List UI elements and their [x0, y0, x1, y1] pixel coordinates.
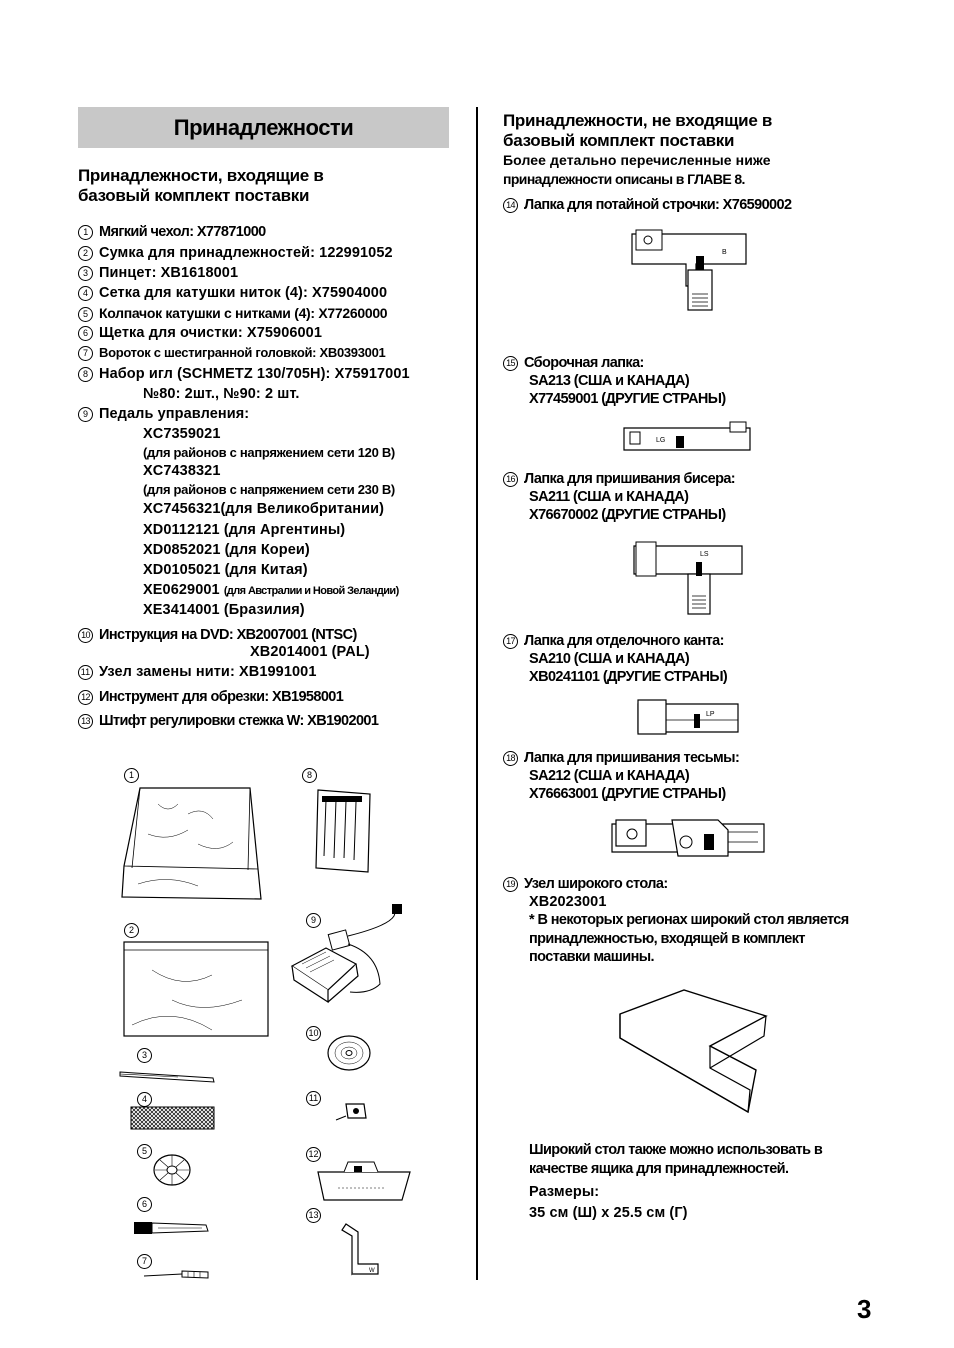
item-number: 17	[503, 634, 518, 649]
illus-label-10	[306, 1024, 327, 1042]
item-text: Штифт регулировки стежка W: XB1902001	[99, 713, 379, 729]
item-8	[78, 366, 410, 382]
item-2	[78, 245, 393, 261]
ribbon-foot-illustration	[608, 812, 768, 864]
item-number: 6	[78, 326, 93, 341]
pedal-code: XC7438321	[143, 463, 221, 479]
pedal-code: XC7359021	[143, 426, 221, 442]
illus-number: 9	[306, 913, 321, 928]
illus-label-11	[306, 1089, 327, 1107]
item-text: Узел широкого стола:	[524, 876, 668, 892]
item-number: 2	[78, 246, 93, 261]
item-text: Педаль управления:	[99, 406, 250, 422]
illus-number: 7	[137, 1254, 152, 1269]
piping-foot-illustration	[634, 698, 744, 740]
item-17-line-3: XB0241101 (ДРУГИЕ СТРАНЫ)	[529, 669, 728, 685]
illus-number: 13	[306, 1208, 321, 1223]
item-11	[78, 664, 317, 680]
illus-number: 8	[302, 768, 317, 783]
item-text: Мягкий чехол: X77871000	[99, 224, 266, 240]
dimensions-label: Размеры:	[529, 1184, 600, 1200]
right-title-line-1: Принадлежности, не входящие в	[503, 111, 773, 130]
pedal-code-australia	[143, 582, 399, 598]
item-1	[78, 224, 266, 240]
item-text: Лапка для пришивания тесьмы:	[524, 750, 740, 766]
right-section-title	[503, 111, 772, 151]
foot-marking: B	[722, 249, 727, 256]
item-text: Колпачок катушки с нитками (4): X77260000	[99, 305, 388, 321]
dvd-illustration	[326, 1034, 372, 1072]
item-16-line-2: SA211 (США и КАНАДА)	[529, 489, 689, 505]
tweezers-illustration	[118, 1066, 218, 1086]
foot-marking: LP	[706, 711, 715, 718]
item-4	[78, 285, 387, 301]
item-18	[503, 750, 739, 766]
item-number: 3	[78, 266, 93, 281]
item-17-line-2: SA210 (США и КАНАДА)	[529, 651, 690, 667]
item-text: Лапка для отделочного канта:	[524, 633, 724, 649]
item-number: 4	[78, 286, 93, 301]
item-6	[78, 325, 322, 341]
stitch-pin-illustration	[338, 1222, 382, 1282]
spool-net-illustration	[130, 1106, 216, 1132]
thread-changer-illustration	[334, 1100, 374, 1124]
wide-table-note-3: поставки машины.	[529, 949, 654, 965]
pedal-code-note: (для Австралии и Новой Зеландии)	[223, 585, 399, 597]
illus-number: 3	[137, 1048, 152, 1063]
pedal-note: (для районов с напряжением сети 120 В)	[143, 445, 395, 460]
foot-marking: LS	[700, 551, 709, 558]
item-3	[78, 265, 238, 281]
item-number: 13	[78, 714, 93, 729]
item-text: Сборочная лапка:	[524, 355, 644, 371]
page-number: 3	[857, 1294, 872, 1324]
pedal-code: XD0112121 (для Аргентины)	[143, 522, 346, 538]
item-number: 11	[78, 665, 93, 680]
item-text: Сетка для катушки ниток (4): X75904000	[99, 285, 388, 301]
illus-number: 1	[124, 768, 139, 783]
gathering-foot-illustration	[620, 420, 754, 460]
item-10	[78, 627, 357, 643]
item-15-line-3: X77459001 (ДРУГИЕ СТРАНЫ)	[529, 391, 726, 407]
wide-table-note-1: * В некоторых регионах широкий стол является	[529, 912, 849, 928]
item-17	[503, 633, 724, 649]
needle-set-illustration	[310, 786, 374, 876]
item-7	[78, 345, 385, 361]
illus-label-13	[306, 1206, 327, 1224]
pedal-code: XD0852021 (для Кореи)	[143, 542, 310, 558]
illus-number: 10	[306, 1026, 321, 1041]
right-title-line-2: базовый комплект поставки	[503, 131, 735, 150]
column-divider	[476, 107, 478, 1280]
item-number: 15	[503, 356, 518, 371]
item-text: Щетка для очистки: X75906001	[99, 325, 323, 341]
illus-label-8	[302, 766, 323, 784]
illus-number: 6	[137, 1197, 152, 1212]
illus-label-3	[137, 1046, 158, 1064]
item-19	[503, 876, 668, 892]
item-number: 7	[78, 346, 93, 361]
spool-cap-illustration	[152, 1153, 192, 1187]
foot-controller-illustration	[286, 904, 410, 1008]
item-15	[503, 355, 644, 371]
section-banner	[78, 107, 449, 148]
illus-number: 4	[137, 1092, 152, 1107]
item-15-line-2: SA213 (США и КАНАДА)	[529, 373, 690, 389]
item-16	[503, 471, 735, 487]
item-16-line-3: X76670002 (ДРУГИЕ СТРАНЫ)	[529, 507, 726, 523]
section-title-line-2: базовый комплект поставки	[78, 186, 310, 205]
section-title	[78, 166, 324, 206]
item-number: 5	[78, 307, 93, 322]
banner-title: Принадлежности	[173, 115, 354, 140]
item-text: Вороток с шестигранной головкой: XB0393001	[99, 345, 386, 360]
item-number: 18	[503, 751, 518, 766]
wide-table-illustration	[614, 986, 774, 1126]
cutting-tool-illustration	[314, 1160, 414, 1204]
item-18-line-3: X76663001 (ДРУГИЕ СТРАНЫ)	[529, 786, 726, 802]
item-number: 8	[78, 367, 93, 382]
illus-number: 12	[306, 1147, 321, 1162]
illus-label-1	[124, 766, 145, 784]
pedal-note: (для районов с напряжением сети 230 В)	[143, 482, 395, 497]
wide-table-usage-2: качестве ящика для принадлежностей.	[529, 1161, 789, 1177]
item-number: 12	[78, 690, 93, 705]
item-9	[78, 406, 249, 422]
foot-marking: LG	[656, 437, 666, 444]
soft-cover-illustration	[118, 784, 268, 904]
item-text: Инструкция на DVD: XB2007001 (NTSC)	[99, 627, 357, 643]
illus-number: 11	[306, 1091, 321, 1106]
item-10-detail: XB2014001 (PAL)	[250, 644, 370, 660]
item-13	[78, 713, 378, 729]
hex-screwdriver-illustration	[142, 1268, 212, 1282]
item-8-detail: №80: 2шт., №90: 2 шт.	[143, 386, 300, 402]
item-text: Пинцет: XB1618001	[99, 265, 239, 281]
item-text: Лапка для потайной строчки: X76590002	[524, 197, 792, 213]
item-text: Инструмент для обрезки: XB1958001	[99, 689, 344, 705]
item-number: 14	[503, 198, 518, 213]
item-14	[503, 197, 791, 213]
item-number: 19	[503, 877, 518, 892]
illus-label-6	[137, 1195, 158, 1213]
section-title-line-1: Принадлежности, входящие в	[78, 166, 324, 185]
pedal-code: XE3414001 (Бразилия)	[143, 602, 305, 618]
item-19-code: XB2023001	[529, 894, 607, 910]
wide-table-note-2: принадлежностью, входящей в комплект	[529, 931, 805, 947]
right-intro-line-1: Более детально перечисленные ниже	[503, 152, 771, 168]
dimensions-value: 35 см (Ш) x 25.5 см (Г)	[529, 1205, 688, 1221]
accessory-bag-illustration	[122, 940, 272, 1040]
illus-number: 2	[124, 923, 139, 938]
beading-foot-illustration	[630, 538, 746, 618]
illus-number: 5	[137, 1144, 152, 1159]
item-number: 10	[78, 628, 93, 643]
cleaning-brush-illustration	[132, 1219, 212, 1239]
item-number: 9	[78, 407, 93, 422]
illus-label-2	[124, 921, 145, 939]
pin-marking: W	[369, 1268, 375, 1274]
item-text: Сумка для принадлежностей: 122991052	[99, 245, 393, 261]
item-number: 1	[78, 225, 93, 240]
item-text: Лапка для пришивания бисера:	[524, 471, 736, 487]
item-12	[78, 689, 343, 705]
pedal-code: XC7456321(для Великобритании)	[143, 501, 385, 517]
item-5	[78, 305, 387, 322]
wide-table-usage-1: Широкий стол также можно использовать в	[529, 1142, 823, 1158]
item-number: 16	[503, 472, 518, 487]
blind-stitch-foot-illustration	[626, 226, 750, 318]
item-18-line-2: SA212 (США и КАНАДА)	[529, 768, 690, 784]
right-intro-line-2: принадлежности описаны в ГЛАВЕ 8.	[503, 171, 745, 187]
item-text: Узел замены нити: XB1991001	[99, 664, 317, 680]
pedal-code-text: XE0629001	[143, 582, 220, 598]
pedal-code: XD0105021 (для Китая)	[143, 562, 308, 578]
item-text: Набор игл (SCHMETZ 130/705H): X75917001	[99, 366, 410, 382]
